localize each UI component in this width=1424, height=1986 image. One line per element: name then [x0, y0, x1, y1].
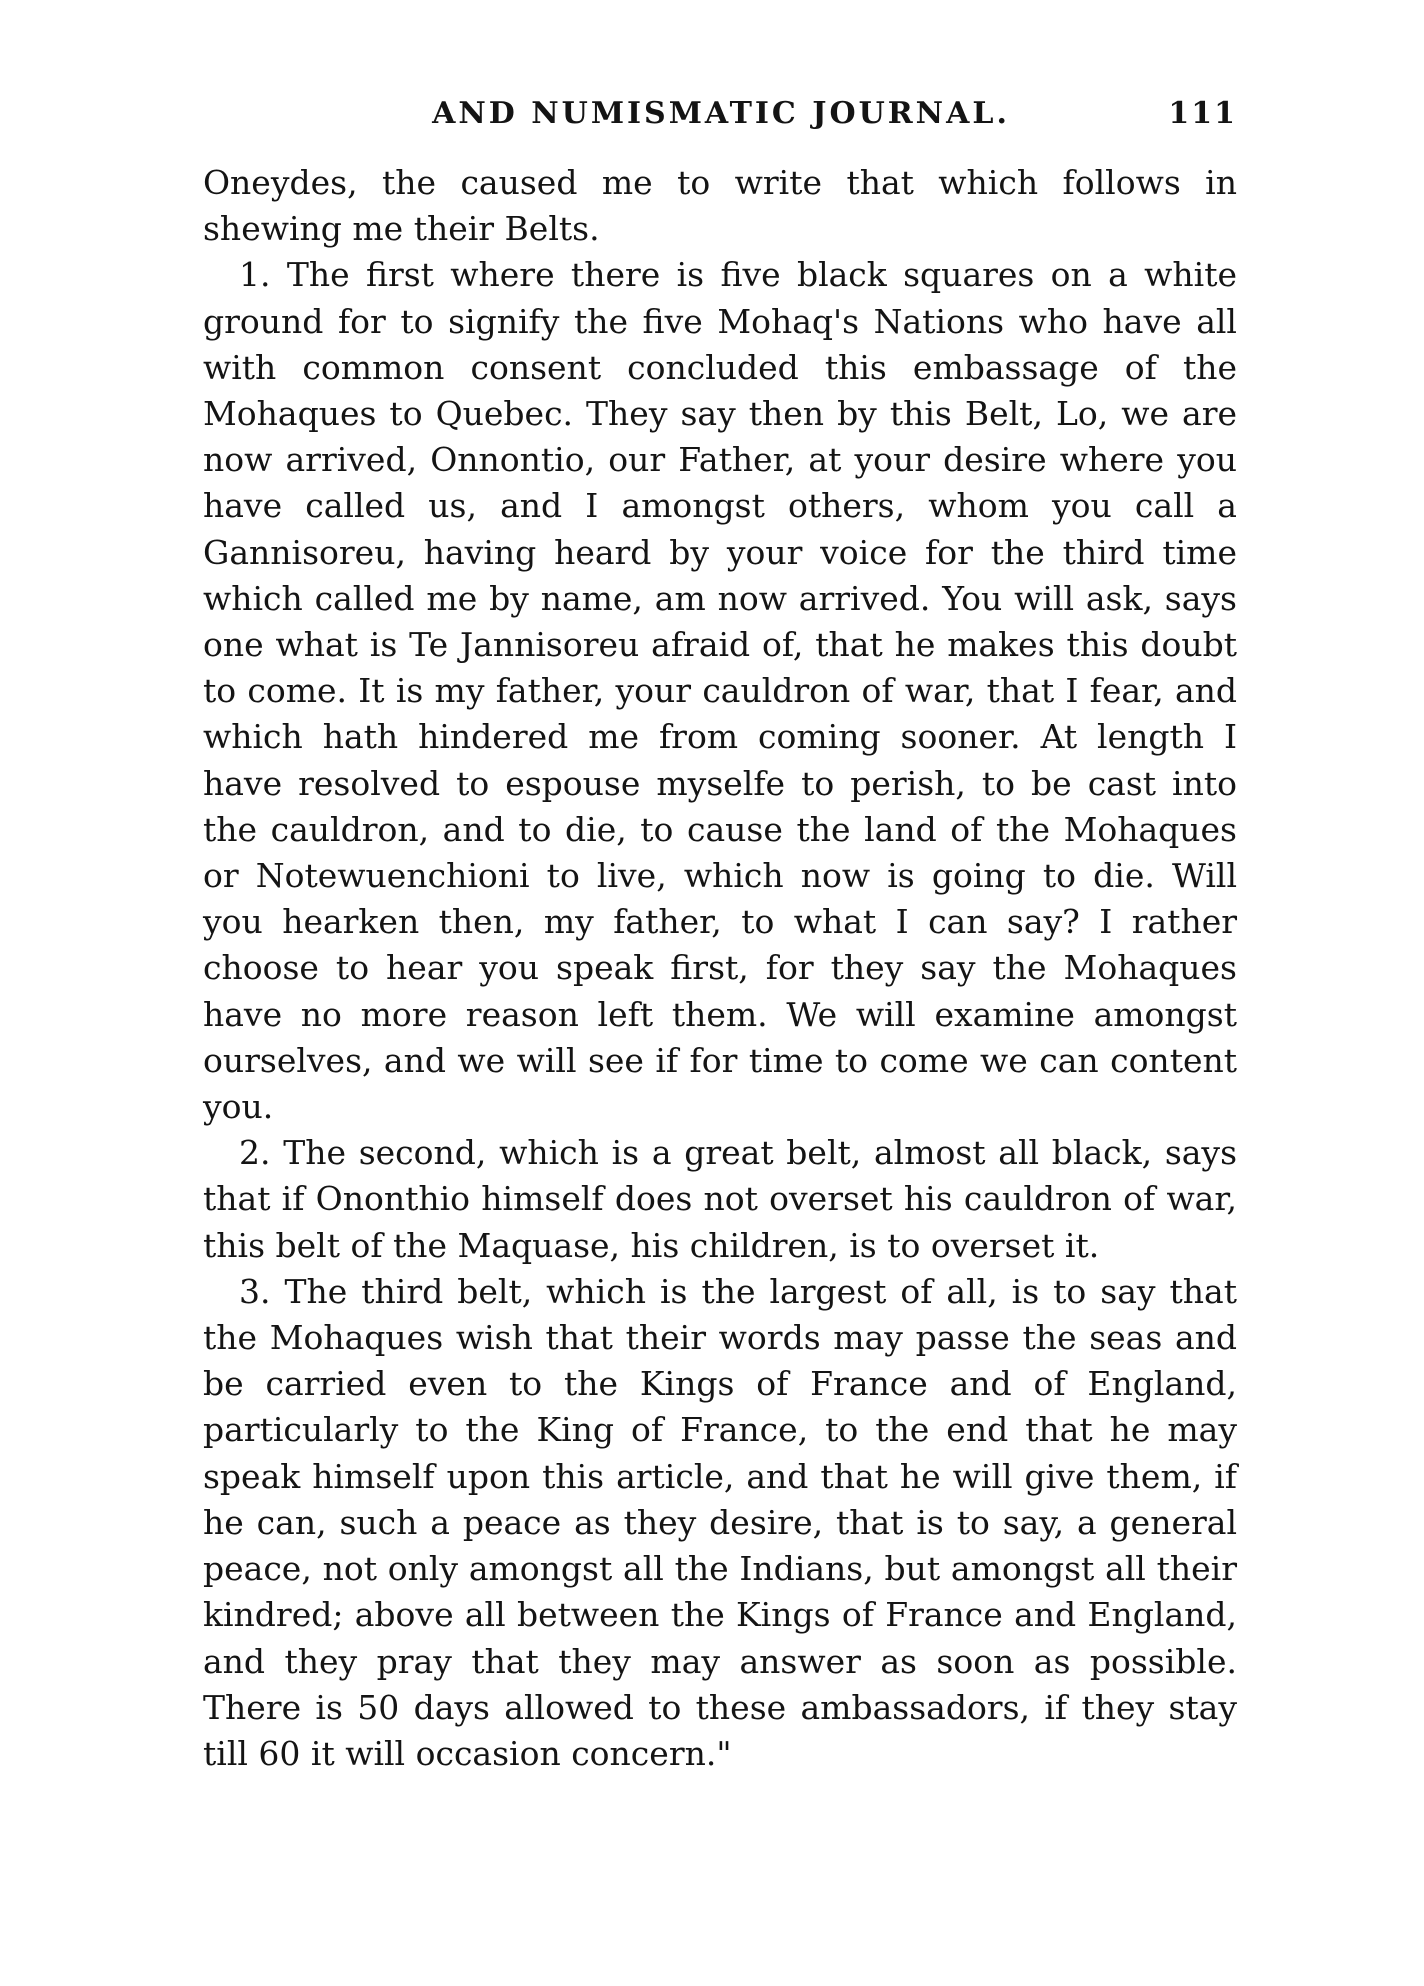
- running-head: [205, 96, 1237, 140]
- body-text: [203, 160, 1237, 1777]
- paragraph-second-belt: 2. The second, which is a great belt, almost all black, says that if Ononthio himself does not overset his cauldron of war, this belt of the Maquase, his children, is to overset it.: [203, 1133, 1237, 1265]
- running-title: AND NUMISMATIC JOURNAL.: [432, 96, 1010, 131]
- page-number: 111: [1168, 96, 1237, 131]
- paragraph-first-belt: 1. The first where there is five black squares on a white ground for to signify the five Mohaq's Nations who have all with common consent concluded this embassage of the Mohaques to Quebec. They say then by this Belt, Lo, we are now arrived, Onnontio, our Father, at your desire where you have called us, and I amongst others, whom you call a Gannisoreu, having heard by your voice for the third time which called me by name, am now arrived. You will ask, says one what is Te Jannisoreu afraid of, that he makes this doubt to come. It is my father, your cauldron of war, that I fear, and which hath hindered me from coming sooner. At length I have resolved to espouse myselfe to perish, to be cast into the cauldron, and to die, to cause the land of the Mohaques or Notewuenchioni to live, which now is going to die. Will you hearken then, my father, to what I can say? I rather choose to hear you speak first, for they say the Mohaques have no more reason left them. We will examine amongst ourselves, and we will see if for time to come we can content you.: [203, 255, 1237, 1127]
- paragraph-continuation: Oneydes, the caused me to write that which follows in shewing me their Belts.: [203, 163, 1237, 249]
- paragraph-third-belt: 3. The third belt, which is the largest of all, is to say that the Mohaques wish that their words may passe the seas and be carried even to the Kings of France and of England, particularly to the King of France, to the end that he may speak himself upon this article, and that he will give them, if he can, such a peace as they desire, that is to say, a general peace, not only amongst all the Indians, but amongst all their kindred; above all between the Kings of France and England, and they pray that they may answer as soon as possible. There is 50 days allowed to these ambassadors, if they stay till 60 it will occasion concern.": [203, 1271, 1237, 1773]
